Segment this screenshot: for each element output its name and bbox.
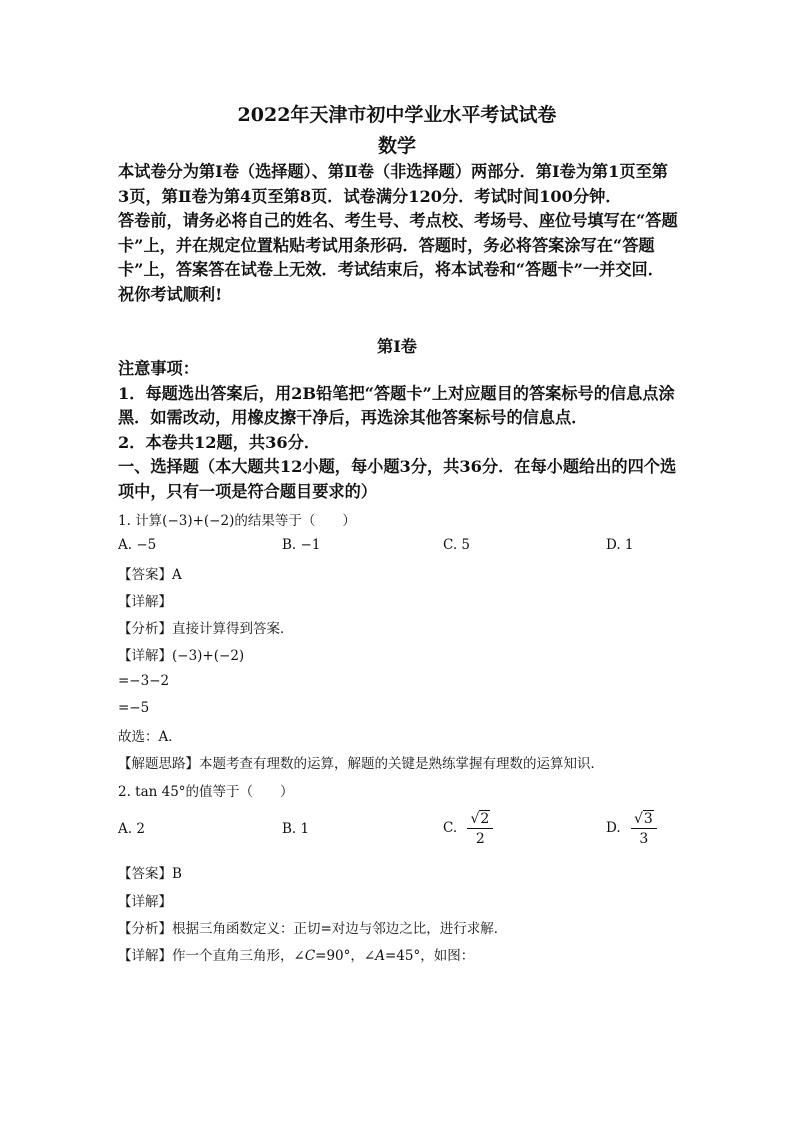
- q2-analysis: 【分析】根据三角函数定义：正切=对边与邻边之比，进行求解．: [118, 921, 508, 937]
- intro-block: [118, 160, 678, 307]
- notes-title: 注意事项：: [118, 359, 199, 378]
- q1-answer: 【答案】A: [118, 567, 182, 583]
- intro-paragraph: 本试卷分为第Ⅰ卷（选择题）、第Ⅱ卷（非选择题）两部分．第Ⅰ卷为第1页至第3页，第Ⅱ卷为第4页至第8页．试卷满分120分．考试时间100分钟．: [118, 162, 668, 206]
- q2-option-c-fraction: $\frac{√2}{2}$: [467, 810, 493, 847]
- q1-solution: 【详解】(−3)+(−2): [118, 648, 245, 664]
- q2-option-a: A. 2: [118, 821, 145, 837]
- q1-step-1: =−3−2: [118, 673, 170, 689]
- q2-solution: 【详解】作一个直角三角形，∠C=90°，∠A=45°，如图：: [118, 948, 475, 964]
- intro-paragraph: 答卷前，请务必将自己的姓名、考生号、考点校、考场号、座位号填写在“答题卡”上，并在规定位置粘贴考试用条形码．答题时，务必将答案涂写在“答题卡”上，答案答在试卷上无效．考试结束后，将本试卷和“答题卡”一并交回．: [118, 211, 678, 279]
- q2-answer-value: B: [172, 866, 182, 882]
- q2-option-d: D. $\frac{√3}{3}$: [606, 810, 657, 847]
- exam-subject: 数学: [377, 135, 416, 157]
- q2-stem: 2. tan 45°的值等于（ ）: [118, 784, 294, 800]
- q1-detail-heading: 【详解】: [118, 594, 172, 610]
- intro-paragraph: 祝你考试顺利!: [118, 284, 223, 304]
- q1-conclusion: 故选：A．: [118, 729, 182, 745]
- q2-option-c: C. $\frac{√2}{2}$: [443, 810, 493, 847]
- q2-answer: 【答案】B: [118, 866, 182, 882]
- notes-block: [118, 357, 678, 504]
- part-heading: 一、选择题（本大题共12小题，每小题3分，共36分．在每小题给出的四个选项中，只有一项是符合题目要求的）: [118, 457, 677, 501]
- q1-option-c: C. 5: [443, 537, 471, 553]
- q1-step-2: =−5: [118, 700, 150, 716]
- q2-detail-heading: 【详解】: [118, 894, 172, 910]
- q2-option-d-fraction: $\frac{√3}{3}$: [631, 810, 657, 847]
- volume-heading: 第Ⅰ卷: [377, 337, 417, 356]
- q1-option-b: B. −1: [282, 537, 321, 553]
- exam-title: 2022年天津市初中学业水平考试试卷: [237, 104, 557, 126]
- q1-analysis: 【分析】直接计算得到答案．: [118, 621, 294, 637]
- q1-stem: 1. 计算(−3)+(−2)的结果等于（ ）: [118, 513, 356, 529]
- q1-thinking: 【解题思路】本题考查有理数的运算，解题的关键是熟练掌握有理数的运算知识．: [118, 756, 604, 772]
- note-item: 1．每题选出答案后，用2B铅笔把“答题卡”上对应题目的答案标号的信息点涂黑．如需改动，用橡皮擦干净后，再选涂其他答案标号的信息点．: [118, 383, 675, 427]
- q1-expression: (−3)+(−2): [162, 513, 235, 529]
- q1-option-a: A. −5: [118, 537, 157, 553]
- q1-option-d: D. 1: [606, 537, 634, 553]
- note-item: 2．本卷共12题，共36分．: [118, 432, 321, 452]
- q2-option-b: B. 1: [282, 821, 310, 837]
- q1-answer-value: A: [172, 567, 182, 583]
